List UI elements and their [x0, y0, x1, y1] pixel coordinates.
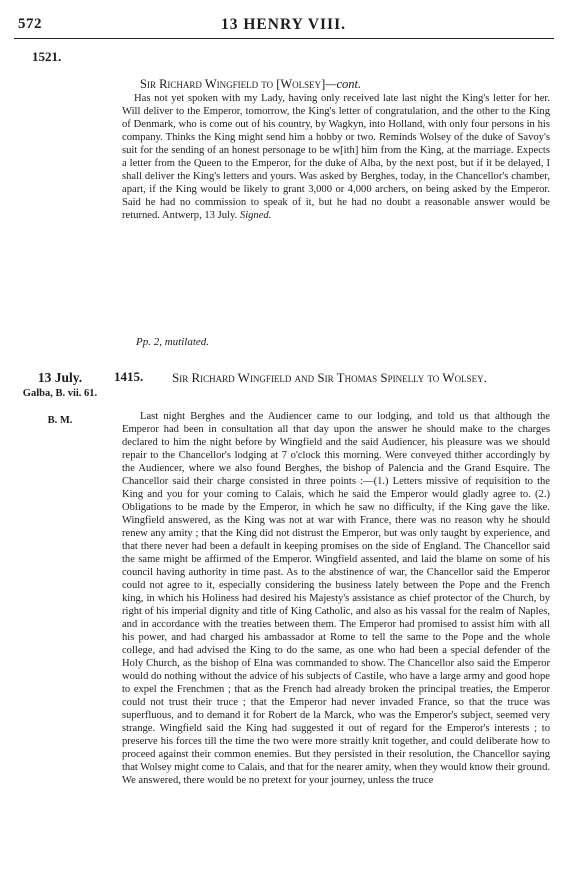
- running-title: 13 HENRY VIII.: [221, 16, 346, 33]
- letter-continuation-title: [140, 77, 361, 92]
- letter-correspondents: Sir Richard Wingfield to [Wolsey]: [140, 77, 326, 91]
- pages-note: Pp. 2, mutilated.: [136, 336, 210, 348]
- page-header: [0, 14, 567, 36]
- entry-body: Last night Berghes and the Audiencer came to our lodging, and told us that although the Emperor had been in consultation all that day upon the answer he should make to the charges declared to him the night before by Wingfield and the said Audiencer, his pleasure was we should repair to the Chancellor's lodging at 7 o'clock this morning. Were conveyed thither accordingly by the Audiencer, where we also found Berghes, the bishop of Palencia and the Grand Esquire. The Chancellor said their charge consisted in three points :—(1.) Letters missive of requisition to the King and you for your coming to Calais, which he said the Emperor would gladly agree to. (2.) Obligations to be made by the Emperor, in which he saw no difficulty, if the King gave the like. Wingfield answered, as the King was not at war with France, there was no reason why he should renew any amity ; that the King did not distrust the Emperor, but was only taught by experience, and that there never had been a default in keeping promises on the side of England. The Chancellor said the same might be affirmed of the Emperor. Wingfield assented, and laid the blame on some of his council having authority in time past. As to the abstinence of war, the Chancellor said the Emperor could not agree to it, especially considering the business lately between the Pope and the French king, in which his Holiness had desired his Majesty's assistance as chief protector of the Church, by right of his imperial dignity and title of King Catholic, and also as his vassal for the realm of Naples, and in accordance with the treaties between them. The Emperor had promised to assist him with all his power, and had charged his ambassador at Rome to tell the same to the Pope and the whole college, and had advised the King to do the same, as one who had been a special defender of the Holy Church, as the bishop of Elna was commanded to show. The Chancellor also said the Emperor would do nothing without the advice of his subjects of Castile, who have a large army and good hope to expel the Frenchmen ; that as the French had already broken the principal treaties, the Emperor could not trust their truce ; that the Emperor had never invaded France, so that the truce was superfluous, and to demand it for Robert de la Marck, who was the Emperor's subject, seemed very strange. Wingfield said the King had suggested it out of regard for the Emperor's interests ; to preserve his forces till the time the two were more straitly knit together, and could deliberate how to proceed against their common enemies. But they persisted in their resolution, the Chancellor saying that Wolsey might come to Calais, and that for the nearer amity, when they would know their ground. We answered, there would be no pretext for your journey, unless the truce: [122, 411, 550, 787]
- page-number: 572: [18, 16, 42, 32]
- letter-body-text: Has not yet spoken with my Lady, having only received late last night the King's letter for her. Will deliver to the Emperor, tomorrow, the King's letter of congratulation, and the other to the King of Denmark, who is come out of his country, by Wagkyn, into Holland, with only four persons in his company. Thinks the King might send him a hobby or two. Reminds Wolsey of the duke of Savoy's suit for the sending of an honest personage to be w[ith] him from the King, at the marriage. Expects a letter from the Queen to the Emperor, for the duke of Alba, by the next post, but if it be delayed, I shall deliver the King's letters and yours. Was asked by Berghes, today, in the Chancellor's chamber, apart, if the King would be likely to grant 3,000 or 4,000 archers, on being asked by the Emperor. Said he had no commission to speak of it, but he had no doubt a reasonable answer would be returned. Antwerp, 13 July.: [122, 93, 550, 222]
- entry-number: 1415.: [114, 369, 144, 384]
- manuscript-reference: Galba, B. vii. 61.: [22, 388, 98, 399]
- entry-date: 13 July.: [37, 370, 83, 385]
- continuation-mark: —cont.: [325, 77, 362, 91]
- letter-continuation-body: [122, 92, 550, 222]
- repository-location: B. M.: [47, 415, 73, 426]
- header-rule: [14, 38, 554, 39]
- signed-note: Signed.: [239, 210, 272, 222]
- year-heading: 1521.: [32, 49, 62, 64]
- entry-title: Sir Richard Wingfield and Sir Thomas Spinelly to Wolsey.: [172, 370, 487, 385]
